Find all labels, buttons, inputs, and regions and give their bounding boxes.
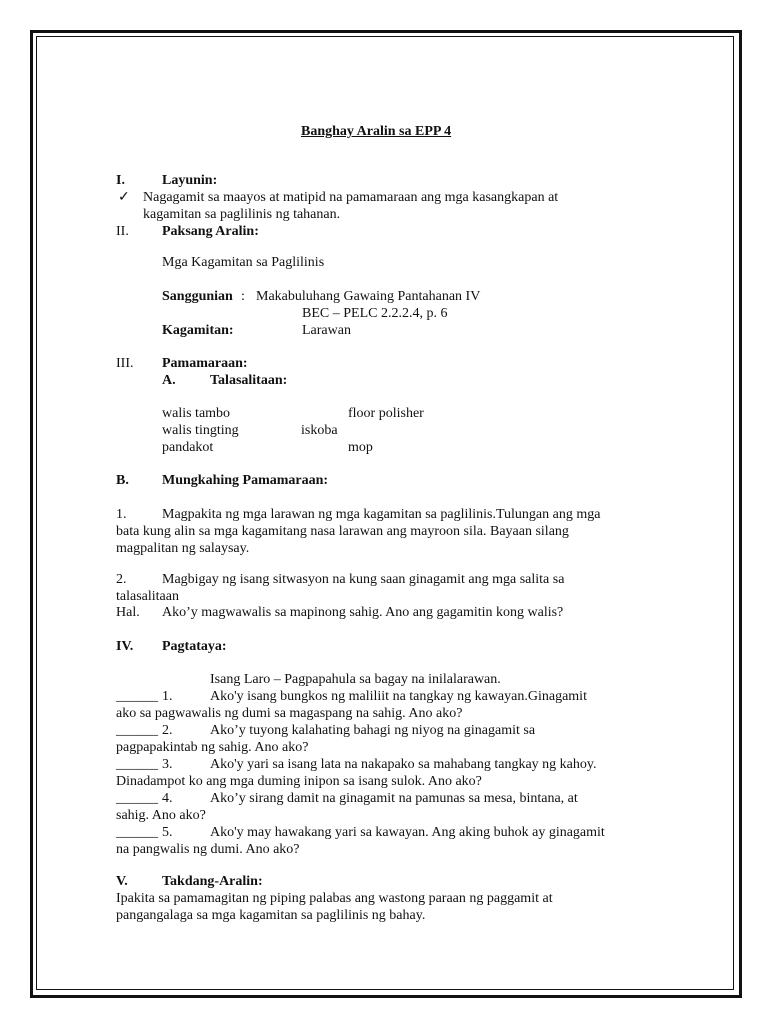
kagamitan-label: Kagamitan: bbox=[162, 323, 234, 338]
question-line-2: ako sa pagwawalis ng dumi sa magaspang na sahig. Ano ako? bbox=[116, 706, 463, 721]
section-4-number: IV. bbox=[116, 639, 134, 654]
procedure-2-line-2: talasalitaan bbox=[116, 589, 179, 604]
question-number: 5. bbox=[162, 825, 173, 840]
sanggunian-value-2: BEC – PELC 2.2.2.4, p. 6 bbox=[302, 306, 448, 321]
question-number: 2. bbox=[162, 723, 173, 738]
question-line-2: Dinadampot ko ang mga duming inipon sa isang sulok. Ano ako? bbox=[116, 774, 482, 789]
question-line-2: na pangwalis ng dumi. Ano ako? bbox=[116, 842, 300, 857]
section-b-number: B. bbox=[116, 473, 129, 488]
assignment-line-2: pangangalaga sa mga kagamitan sa paglilinis ng bahay. bbox=[116, 908, 426, 923]
checkmark-icon: ✓ bbox=[118, 190, 130, 205]
section-1-number: I. bbox=[116, 173, 125, 188]
procedure-1-line-2: bata kung alin sa mga kagamitang nasa larawan ang mayroon sila. Bayaan silang bbox=[116, 524, 569, 539]
example-text: Ako’y magwawalis sa mapinong sahig. Ano ang gagamitin kong walis? bbox=[162, 605, 564, 620]
question-number: 3. bbox=[162, 757, 173, 772]
subsection-a-heading: Talasalitaan: bbox=[210, 373, 288, 388]
section-2-heading: Paksang Aralin: bbox=[162, 224, 259, 239]
section-3-number: III. bbox=[116, 356, 134, 371]
question-line-2: sahig. Ano ako? bbox=[116, 808, 206, 823]
vocab-word: walis tambo bbox=[162, 406, 231, 421]
question-line-2: pagpapakintab ng sahig. Ano ako? bbox=[116, 740, 309, 755]
sanggunian-label: Sanggunian bbox=[162, 289, 233, 304]
sanggunian-colon: : bbox=[241, 289, 245, 304]
objective-line-1: Nagagamit sa maayos at matipid na pamamaraan ang mga kasangkapan at bbox=[143, 190, 559, 205]
assignment-line-1: Ipakita sa pamamagitan ng piping palabas ang wastong paraan ng paggamit at bbox=[116, 891, 553, 906]
section-5-heading: Takdang-Aralin: bbox=[162, 874, 263, 889]
question-line-1: Ako'y yari sa isang lata na nakapako sa mahabang tangkay ng kahoy. bbox=[210, 757, 597, 772]
answer-blank: ______ bbox=[116, 825, 158, 840]
vocab-word: iskoba bbox=[301, 423, 338, 438]
answer-blank: ______ bbox=[116, 723, 158, 738]
section-b-heading: Mungkahing Pamamaraan: bbox=[162, 473, 329, 488]
question-number: 4. bbox=[162, 791, 173, 806]
answer-blank: ______ bbox=[116, 689, 158, 704]
vocab-word: mop bbox=[348, 440, 373, 455]
question-line-1: Ako'y may hawakang yari sa kawayan. Ang aking buhok ay ginagamit bbox=[210, 825, 605, 840]
vocab-word: pandakot bbox=[162, 440, 214, 455]
vocab-word: walis tingting bbox=[162, 423, 239, 438]
section-5-number: V. bbox=[116, 874, 128, 889]
procedure-1-line-1: Magpakita ng mga larawan ng mga kagamitan sa paglilinis.Tulungan ang mga bbox=[162, 507, 601, 522]
example-label: Hal. bbox=[116, 605, 140, 620]
vocab-word: floor polisher bbox=[348, 406, 424, 421]
topic-text: Mga Kagamitan sa Paglilinis bbox=[162, 255, 325, 270]
document-title: Banghay Aralin sa EPP 4 bbox=[301, 124, 452, 139]
game-description: Isang Laro – Pagpapahula sa bagay na inilalarawan. bbox=[210, 672, 501, 687]
kagamitan-value: Larawan bbox=[302, 323, 351, 338]
question-number: 1. bbox=[162, 689, 173, 704]
procedure-2-number: 2. bbox=[116, 572, 127, 587]
answer-blank: ______ bbox=[116, 791, 158, 806]
section-2-number: II. bbox=[116, 224, 129, 239]
objective-line-2: kagamitan sa paglilinis ng tahanan. bbox=[143, 207, 341, 222]
sanggunian-value-1: Makabuluhang Gawaing Pantahanan IV bbox=[256, 289, 481, 304]
section-4-heading: Pagtataya: bbox=[162, 639, 227, 654]
question-line-1: Ako’y tuyong kalahating bahagi ng niyog na ginagamit sa bbox=[210, 723, 536, 738]
question-line-1: Ako'y isang bungkos ng maliliit na tangkay ng kawayan.Ginagamit bbox=[210, 689, 587, 704]
answer-blank: ______ bbox=[116, 757, 158, 772]
section-1-heading: Layunin: bbox=[162, 173, 218, 188]
subsection-a-number: A. bbox=[162, 373, 176, 388]
procedure-2-line-1: Magbigay ng isang sitwasyon na kung saan ginagamit ang mga salita sa bbox=[162, 572, 565, 587]
procedure-1-number: 1. bbox=[116, 507, 127, 522]
procedure-1-line-3: magpalitan ng salaysay. bbox=[116, 541, 250, 556]
section-3-heading: Pamamaraan: bbox=[162, 356, 248, 371]
question-line-1: Ako’y sirang damit na ginagamit na pamunas sa mesa, bintana, at bbox=[210, 791, 578, 806]
